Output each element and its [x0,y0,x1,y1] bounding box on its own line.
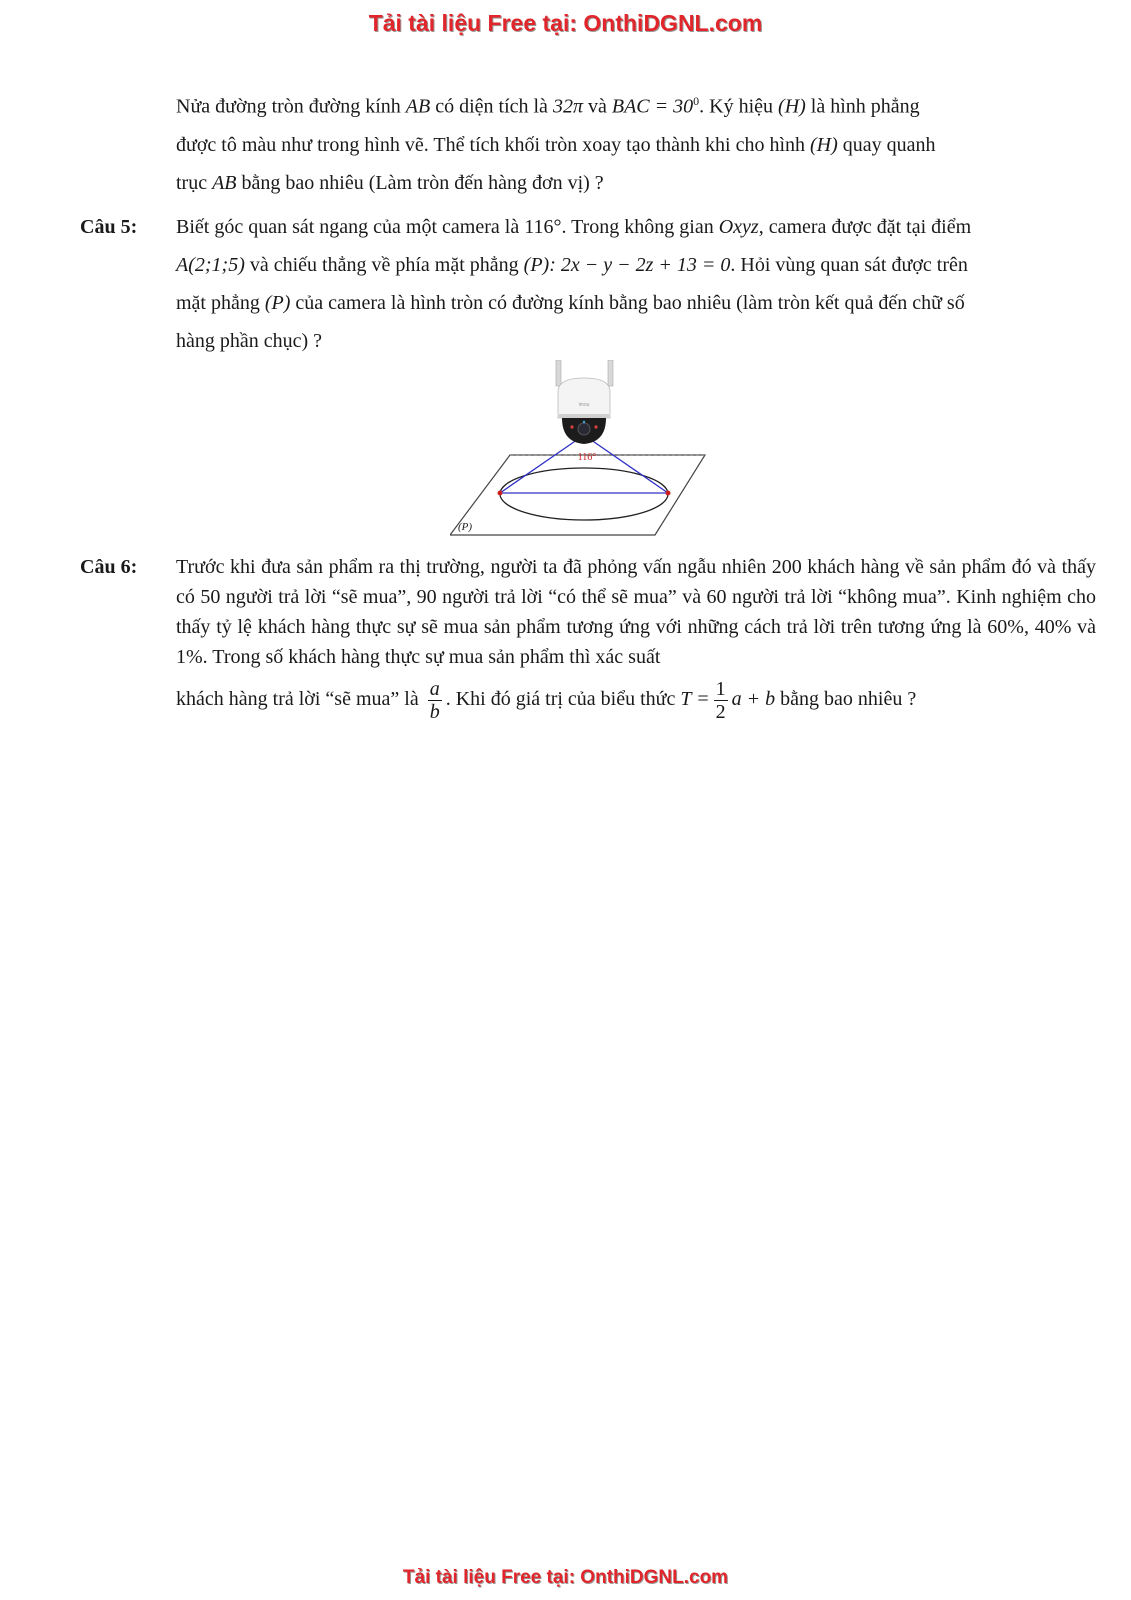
q6-body: Trước khi đưa sản phẩm ra thị trường, người ta đã phỏng vấn ngẫu nhiên 200 khách hàng về sản phẩm đó và thấy có 50 người trả lời “sẽ mua”, 90 người trả lời “có thể sẽ mua” và 60 người trả lời “không mua”. Kinh nghiệm cho thấy tỷ lệ khách hàng thực sự sẽ mua sản phẩm tương ứng với những cách trả lời trên tương ứng là 60%, 40% và 1%. Trong số khách hàng thực sự mua sản phẩm thì xác suất [176,556,1096,668]
q5-line-3 [176,284,1096,322]
q6-text: khách hàng trả lời “sẽ mua” là [176,688,424,711]
math-angle: BAC = 30 [611,95,694,118]
fraction-one-half [714,678,728,723]
angle-label: 116° [577,452,597,463]
camera-figure [450,360,710,540]
q6-text: . Khi đó giá trị của biểu thức [445,688,681,711]
q5-line-2 [176,246,1096,284]
intro-text: được tô màu như trong hình vẽ. Thể tích khối tròn xoay tạo thành khi cho hình [176,133,811,156]
math-P: (P) [264,292,291,314]
math-expression: a + b [731,688,776,711]
intro-text: trục [176,171,213,194]
q5-text: . Hỏi vùng quan sát được trên [730,254,968,276]
diameter-endpoint-left [498,491,503,496]
intro-text: quay quanh [837,133,936,156]
view-line-left [500,435,584,493]
q5-text: Biết góc quan sát ngang của một camera là [176,216,525,238]
intro-text: bằng bao nhiêu (Làm tròn đến hàng đơn vị) ? [236,171,604,194]
q6-text: bằng bao nhiêu ? [775,688,917,711]
intro-text: là hình phẳng [805,95,920,118]
question-5-label: Câu 5: [80,216,138,238]
question-6-label: Câu 6: [80,556,138,578]
fraction-a-over-b [428,678,442,723]
math-oxyz: Oxyz [718,216,759,238]
question-6-text [176,552,1096,723]
math-plane-equation: (P): 2x − y − 2z + 13 = 0 [523,254,731,276]
intro-text: . Ký hiệu [699,95,779,118]
math-H: (H) [810,133,838,156]
fraction-denominator: 2 [715,701,726,723]
q5-line-4: hàng phần chục) ? [176,330,323,352]
q5-text: của camera là hình tròn có đường kính bằng bao nhiêu (làm tròn kết quả đến chữ số [290,292,965,314]
q5-text: , camera được đặt tại điểm [758,216,972,238]
math-point-A: A(2;1;5) [176,254,245,276]
q6-last-line [176,678,1096,723]
math-AB: AB [212,171,237,194]
fraction-denominator: b [429,701,440,723]
fraction-numerator: a [429,678,440,700]
intro-text: Nửa đường tròn đường kính [176,95,406,118]
math-H: (H) [778,95,806,118]
math-degree: 0 [693,94,700,108]
intro-line-2 [176,126,1096,164]
math-area: 32π [552,95,583,118]
header-banner[interactable]: Tải tài liệu Free tại: OnthiDGNL.com [368,10,763,36]
footer-banner[interactable]: Tải tài liệu Free tại: OnthiDGNL.com [402,1567,729,1588]
q5-text: . Trong không gian [561,216,719,238]
diameter-endpoint-right [666,491,671,496]
fraction-numerator: 1 [715,678,726,700]
intro-paragraph [176,82,1096,202]
intro-line-3 [176,164,1096,202]
math-T: T = [680,688,710,711]
question-5-text [176,208,1096,360]
math-AB: AB [405,95,431,118]
q5-text: mặt phẳng [176,292,265,314]
intro-line-1 [176,82,1096,126]
q5-line-1 [176,208,1096,246]
plane-label: (P) [458,521,473,533]
q5-text: và chiếu thẳng về phía mặt phẳng [244,254,524,276]
intro-text: có diện tích là [430,95,553,118]
intro-text: và [582,95,612,118]
math-angle: 116° [524,216,562,238]
camera-brand-label: imou [578,402,590,408]
view-line-right [584,435,668,493]
